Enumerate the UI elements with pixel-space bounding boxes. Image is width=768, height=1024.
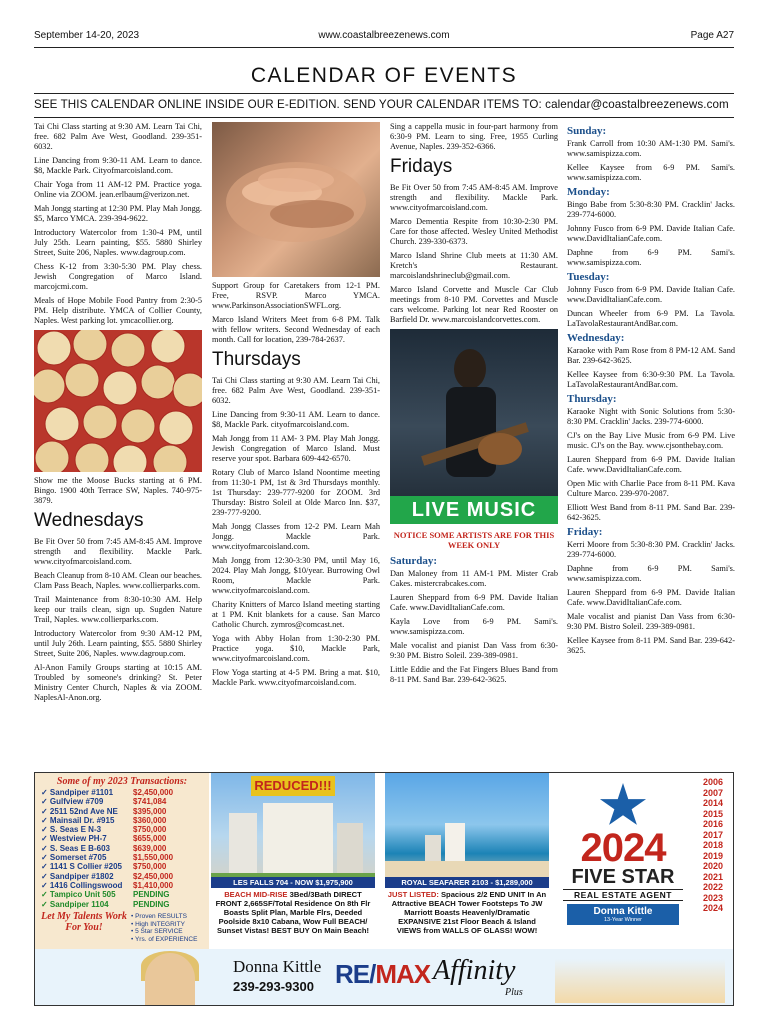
logo-text-right: MAX: [375, 959, 431, 989]
listing-card-1[interactable]: [211, 773, 375, 949]
bingo-ball: [73, 330, 107, 361]
award-year-item: 2022: [702, 882, 724, 892]
event-item: Dan Maloney from 11 AM-1 PM. Mister Crab Cakes. mistercrabcakes.com.: [390, 569, 558, 588]
event-list: [34, 122, 202, 326]
event-item: Introductory Watercolor from 1:30-4 PM, until July 25th. Learn painting, $55. 5880 Shirley Street, Suite 206, Naples. www.dagroup.com.: [34, 228, 202, 257]
transaction-address: ✓ 2511 52nd Ave NE: [41, 806, 118, 816]
event-item: Mah Jongg Classes from 12-2 PM. Learn Mah Jongg. Mackle Park. www.cityofmarcoisland.com.: [212, 522, 380, 551]
day-heading: Wednesday:: [567, 332, 625, 344]
award-year-item: 2015: [702, 808, 724, 819]
event-item: Mah Jongg starting at 12:30 PM. Play Mah Jongg. $5, Marco YMCA. 239-394-9622.: [34, 204, 202, 223]
transactions-heading: Some of my 2023 Transactions:: [56, 776, 188, 787]
listing-photo: [385, 773, 549, 888]
listing-card-2[interactable]: [385, 773, 549, 949]
agent-name: Donna Kittle: [233, 957, 322, 976]
listing-text: 3Bed/3Bath DIRECT FRONT 2,665SF/Total Residence On 8th Flr Boasts Split Plan, Marble Flrs, Deeded Poolside 8x10 Cabana, Wow Full BEACH/ Sunset Vistas! BEST BUY On Main Beach!: [215, 890, 371, 935]
event-item: Open Mic with Charlie Pace from 8-11 PM. Kava Culture Marco. 239-970-2087.: [567, 479, 735, 498]
transaction-price: $2,450,000: [133, 788, 174, 797]
bingo-photo: [34, 330, 202, 472]
column-4: [567, 122, 735, 660]
bingo-ball: [65, 363, 99, 397]
award-title: FIVE STAR: [571, 866, 675, 888]
award-year: 2024: [580, 826, 666, 870]
event-item: Yoga with Abby Holan from 1:30-2:30 PM. Practice yoga. $10, Mackle Park, www.cityofmarcoisland.com.: [212, 634, 380, 663]
event-item: Male vocalist and pianist Dan Vass from 6:30-9:30 PM. Bistro Soleil. 239-389-0981.: [567, 612, 735, 631]
bingo-ball: [159, 411, 193, 445]
column-1: [34, 122, 202, 707]
transaction-price: $655,000: [133, 834, 167, 844]
bingo-ball: [37, 331, 71, 365]
transaction-row: [41, 797, 203, 806]
listing-photo: [211, 773, 375, 888]
transaction-row: [41, 834, 203, 843]
event-item: Be Fit Over 50 from 7:45 AM-8:45 AM. Improve strength and flexibility. Mackle Park. www.cityofmarcoisland.com.: [390, 183, 558, 212]
event-item: Kellee Kaysee from 6:30-9:30 PM. La Tavola. LaTavolaRestaurantAndBar.com.: [567, 370, 735, 389]
event-item: Be Fit Over 50 from 7:45 AM-8:45 AM. Improve strength and flexibility. Mackle Park. www.cityofmarcoisland.com.: [34, 537, 202, 566]
transactions-panel: [35, 773, 209, 949]
transaction-address: ✓ Tampico Unit 505: [41, 890, 116, 900]
transaction-row: [41, 881, 203, 890]
transaction-row: [41, 872, 203, 881]
bingo-ball: [113, 445, 147, 472]
event-item: Johnny Fusco from 6-9 PM. Davide Italian Cafe. www.DavidItalianCafe.com.: [567, 285, 735, 304]
award-year-item: 2020: [702, 861, 724, 871]
bingo-ball: [75, 443, 109, 472]
bingo-ball: [83, 405, 117, 439]
event-item: Kayla Love from 6-9 PM. Sami's. www.samispizza.com.: [390, 617, 558, 636]
event-item: Meals of Hope Mobile Food Pantry from 2:30-5 PM. Help distribute. YMCA of Collier County, Naples. West parking lot. ymcacollier.org.: [34, 296, 202, 325]
listing-description: [385, 888, 549, 937]
event-item: Marco Island Writers Meet from 6-8 PM. Talk with fellow writers. Second Wednesday of each month. Call for location, 239-784-2637.: [212, 315, 380, 344]
event-item: Chess K-12 from 3:30-5:30 PM. Play chess. Jewish Congregation of Marco Island. marcojcmi.com.: [34, 262, 202, 291]
event-item: Tai Chi Class starting at 9:30 AM. Learn Tai Chi, free. 682 Palm Ave West, Goodland. 239-351-6032.: [34, 122, 202, 151]
quality-item: • High INTEGRITY: [131, 920, 185, 928]
event-item: Trail Maintenance from 8:30-10:30 AM. Help keep our trails clean, sign up. Sugden Nature Trail, Naples. www.collierparks.com.: [34, 595, 202, 624]
section-heading-fridays: Fridays: [390, 156, 453, 177]
award-year-item: 2007: [702, 787, 724, 798]
event-item: Marco Dementia Respite from 10:30-2:30 PM. Care for those affected. Wesley United Methodist Church. 239-330-6373.: [390, 217, 558, 246]
event-item: Flow Yoga starting at 4-5 PM. Bring a mat. $10, Mackle Park. www.cityofmarcoisland.com.: [212, 668, 380, 687]
event-item: Little Eddie and the Fat Fingers Blues Band from 8-11 PM. Sand Bar. 239-642-3625.: [390, 665, 558, 684]
stacked-hands-image: [212, 122, 380, 277]
page-header: [34, 30, 734, 44]
transaction-price: $395,000: [133, 806, 167, 816]
event-item: Support Group for Caretakers from 12-1 PM. Free, RSVP. Marco YMCA. www.ParkinsonAssociationSWFL.org.: [212, 281, 380, 310]
transaction-address: ✓ Westview PH-7: [41, 834, 107, 844]
transaction-address: ✓ Somerset #705: [41, 853, 107, 863]
talents-slogan: Let My Talents Work For You!: [41, 911, 127, 933]
transaction-address: ✓ 1141 S Collier #205: [41, 862, 122, 872]
event-item: Kerri Moore from 5:30-8:30 PM. Cracklin' Jacks. 239-774-6000.: [567, 540, 735, 559]
listing-caption: ROYAL SEAFARER 2103 - $1,289,000: [385, 877, 549, 888]
bingo-ball: [141, 365, 175, 399]
bingo-ball: [151, 330, 185, 363]
realtor-advertisement[interactable]: [34, 772, 734, 1006]
live-music-banner: LIVE MUSIC: [390, 496, 558, 524]
bingo-ball: [173, 373, 202, 407]
award-year-item: 2006: [702, 777, 724, 787]
beach-tower-image: [385, 773, 549, 888]
event-item: Kellee Kaysee from 8-11 PM. Sand Bar. 239-642-3625.: [567, 636, 735, 655]
event-item: Introductory Watercolor from 9:30 AM-12 PM, until July 26th. Learn painting, $55. 5880 Shirley Street, Suite 206, Naples. www.dagroup.com.: [34, 629, 202, 658]
listing-lead: BEACH MID-RISE: [224, 890, 288, 899]
bingo-ball: [153, 445, 187, 472]
five-star-award: [557, 773, 689, 949]
event-list: [212, 281, 380, 345]
transaction-row: [41, 788, 203, 797]
transaction-row: [41, 816, 203, 825]
award-year-item: 2021: [702, 871, 724, 882]
hands-photo: [212, 122, 380, 277]
event-item: Bingo Babe from 5:30-8:30 PM. Cracklin' Jacks. 239-774-6000.: [567, 200, 735, 219]
award-year-item: 2024: [702, 903, 724, 913]
transaction-row: [41, 890, 203, 899]
transaction-price: $750,000: [133, 825, 167, 835]
event-item: Daphne from 6-9 PM. Sami's. www.samispizza.com.: [567, 564, 735, 583]
event-item: Karaoke Night with Sonic Solutions from 5:30-8:30 PM. Cracklin' Jacks. 239-774-6000.: [567, 407, 735, 426]
transaction-address: ✓ Mainsail Dr. #915: [41, 815, 115, 825]
issue-date: September 14-20, 2023: [34, 30, 140, 41]
site-url[interactable]: www.coastalbreezenews.com: [318, 30, 450, 41]
transaction-address: ✓ Gulfview #709: [41, 797, 104, 807]
bingo-ball: [103, 371, 137, 405]
transaction-price: $1,550,000: [133, 853, 174, 863]
event-item: Marco Island Shrine Club meets at 11:30 AM. Kretch's Restaurant. marcoislandshrineclub@gmail.com.: [390, 251, 558, 280]
event-list: [390, 183, 558, 325]
event-list: [390, 122, 558, 152]
award-year-item: 2023: [702, 892, 724, 903]
subtitle-rule: [34, 117, 734, 118]
award-note: 13-Year Winner: [603, 917, 642, 923]
event-item: Daphne from 6-9 PM. Sami's. www.samispizza.com.: [567, 248, 735, 267]
listing-caption: LES FALLS 704 - NOW $1,975,900: [211, 877, 375, 888]
photo-caption: Show me the Moose Bucks starting at 6 PM. Bingo. 1900 40th Terrace SW, Naples. 740-975-3879.: [34, 476, 202, 505]
event-item: Lauren Sheppard from 6-9 PM. Davide Italian Cafe. www.DavidItalianCafe.com.: [567, 455, 735, 474]
remax-logo: [335, 959, 430, 990]
award-year-item: 2018: [702, 840, 724, 850]
transaction-row: [41, 853, 203, 862]
award-subtitle: REAL ESTATE AGENT: [563, 889, 683, 901]
avatar: [145, 953, 195, 1005]
bingo-ball: [121, 409, 155, 443]
event-list: [390, 569, 558, 685]
event-item: Charity Knitters of Marco Island meeting starting at 1 PM. Knit blankets for a cause. San Marco Catholic Church. zymros@comcast.net.: [212, 600, 380, 629]
listing-text: Spacious 2/2 END UNIT In An Attractive BEACH Tower Footsteps To JW Marriott Boasts Heavenly/Dramatic EXPANSIVE 21st Floor Beach & Island VIEWS from WALLS OF GLASS! WOW!: [391, 890, 547, 935]
header-rule: [34, 47, 734, 48]
event-item: Kellee Kaysee from 6-9 PM. Sami's. www.samispizza.com.: [567, 163, 735, 182]
qualities-list: [131, 913, 197, 943]
transaction-row: [41, 900, 203, 909]
transaction-price: $2,450,000: [133, 871, 174, 881]
event-item: Al-Anon Family Groups starting at 10:15 AM. Troubled by someone's drinking? St. Peter Ministry Center Church, Naples & via ZOOM. NaplesAl-Anon.org.: [34, 663, 202, 702]
award-year-item: 2017: [702, 829, 724, 840]
quality-item: • Yrs. of EXPERIENCE: [131, 935, 198, 943]
artists-notice: NOTICE SOME ARTISTS ARE FOR THIS WEEK ONLY: [393, 530, 555, 550]
bingo-ball: [111, 333, 145, 367]
listing-lead: JUST LISTED:: [387, 890, 439, 899]
quality-item: • Proven RESULTS: [131, 913, 187, 920]
bingo-ball: [34, 369, 65, 403]
event-list: [212, 376, 380, 688]
award-year-item: 2019: [702, 850, 724, 861]
day-heading: Tuesday:: [567, 271, 610, 283]
transaction-address: ✓ Sandpiper 1104: [41, 899, 109, 909]
agent-bar: [35, 949, 734, 1006]
transaction-row: [41, 807, 203, 816]
event-item: Lauren Sheppard from 6-9 PM. Davide Italian Cafe. www.DavidItalianCafe.com.: [390, 593, 558, 612]
reduced-badge: REDUCED!!!: [251, 776, 335, 796]
award-years-list: [691, 777, 734, 914]
event-item: Elliott West Band from 8-11 PM. Sand Bar. 239-642-3625.: [567, 503, 735, 522]
logo-text-left: RE/: [335, 959, 376, 989]
day-heading: Sunday:: [567, 125, 607, 137]
live-music-schedule: [567, 126, 735, 656]
transaction-address: ✓ 1416 Collingswood: [41, 880, 123, 890]
event-item: Sing a cappella music in four-part harmony from 6:30-9 PM. Learn to sing. Free, 1955 Curling Avenue, Naples. 239-352-6366.: [390, 122, 558, 151]
award-year-item: 2014: [702, 798, 724, 808]
bingo-balls-image: [34, 330, 202, 472]
award-name: Donna Kittle: [593, 906, 653, 917]
transaction-address: ✓ Sandpiper #1101: [41, 788, 114, 797]
event-item: CJ's on the Bay Live Music from 6-9 PM. Live music. CJ's on the Bay. www.cjsonthebay.com.: [567, 431, 735, 450]
event-item: Duncan Wheeler from 6-9 PM. La Tavola. LaTavolaRestaurantAndBar.com.: [567, 309, 735, 328]
agent-phone[interactable]: 239-293-9300: [233, 979, 314, 994]
transaction-address: ✓ S. Seas E N-3: [41, 825, 102, 835]
event-item: Line Dancing from 9:30-11 AM. Learn to dance. $8, Mackle Park. cityofmarcoisland.com.: [212, 410, 380, 429]
transaction-price: $750,000: [133, 862, 167, 872]
event-item: Beach Cleanup from 8-10 AM. Clean our beaches. Clam Pass Beach, Naples. www.collierparks.com.: [34, 571, 202, 590]
page-subtitle: SEE THIS CALENDAR ONLINE INSIDE OUR E-EDITION. SEND YOUR CALENDAR ITEMS TO: calendar@coastalbreezenews.com: [34, 98, 729, 111]
transaction-address: ✓ S. Seas E B-603: [41, 843, 110, 853]
transaction-price: $360,000: [133, 815, 167, 825]
award-name-box: [567, 904, 679, 925]
transaction-row: [41, 844, 203, 853]
affinity-plus: Plus: [505, 987, 523, 998]
seashell-decoration: [555, 959, 725, 1003]
page-number: Page A27: [690, 30, 734, 41]
transaction-price: $639,000: [133, 843, 167, 853]
event-item: Lauren Sheppard from 6-9 PM. Davide Italian Cafe. www.DavidItalianCafe.com.: [567, 588, 735, 607]
bingo-ball: [35, 441, 69, 472]
transaction-price: PENDING: [133, 890, 170, 900]
event-item: Chair Yoga from 11 AM-12 PM. Practice yoga. Online via ZOOM. jean.erlbaum@verizon.net.: [34, 180, 202, 199]
column-3: [390, 122, 558, 689]
star-icon: [599, 783, 647, 829]
title-rule: [34, 93, 734, 94]
transaction-price: $741,084: [133, 797, 167, 807]
page-title: CALENDAR OF EVENTS: [250, 64, 518, 87]
transaction-row: [41, 825, 203, 834]
event-item: Rotary Club of Marco Island Noontime meeting from 11:30-1 PM, 1st & 3rd Thursdays monthly. 1st Thursday: 239-777-9200 for ZOOM. 3rd Thursday: Bistro Soleil at Olde Marco Inn. $37, 239-777-9200.: [212, 468, 380, 517]
column-2: [212, 122, 380, 692]
transaction-price: PENDING: [133, 899, 170, 909]
transactions-list: [41, 788, 203, 909]
event-item: Mah Jongg from 12:30-3:30 PM, until May 16, 2024. Play Mah Jongg, $10/year. Burrowing Owl Room, Mackle Park. www.cityofmarcoisland.com.: [212, 556, 380, 595]
day-heading: Friday:: [567, 526, 603, 538]
guitarist-photo: [390, 329, 558, 524]
event-item: Frank Carroll from 10:30 AM-1:30 PM. Sami's. www.samispizza.com.: [567, 139, 735, 158]
event-item: Male vocalist and pianist Dan Vass from 6:30-9:30 PM. Bistro Soleil. 239-389-0981.: [390, 641, 558, 660]
section-heading-wednesdays: Wednesdays: [34, 510, 144, 531]
affinity-logo: Affinity: [433, 955, 516, 986]
event-item: Mah Jongg from 11 AM- 3 PM. Play Mah Jongg. Jewish Congregation of Marco Island. Must reserve your spot. Barbara 609-442-6570.: [212, 434, 380, 463]
event-item: Johnny Fusco from 6-9 PM. Davide Italian Cafe. www.DavidItalianCafe.com.: [567, 224, 735, 243]
transaction-row: [41, 862, 203, 871]
event-item: Tai Chi Class starting at 9:30 AM. Learn Tai Chi, free. 682 Palm Ave West, Goodland. 239-351-6032.: [212, 376, 380, 405]
transaction-address: ✓ Sandpiper #1802: [41, 871, 114, 881]
transaction-price: $1,410,000: [133, 880, 174, 890]
day-heading: Thursday:: [567, 393, 617, 405]
bingo-ball: [45, 407, 79, 441]
event-item: Marco Island Corvette and Muscle Car Club meetings from 8-10 PM. Corvettes and Muscle cars welcome. Parking lot near Red Rooster on Barfield Dr. www.marcoislandcorvettes.com.: [390, 285, 558, 324]
event-list: [34, 537, 202, 703]
guitarist-image: [390, 329, 558, 524]
section-heading-thursdays: Thursdays: [212, 349, 301, 370]
day-heading-saturday: Saturday:: [390, 555, 438, 567]
day-heading: Monday:: [567, 186, 610, 198]
event-item: Line Dancing from 9:30-11 AM. Learn to dance. $8, Mackle Park. Cityofmarcoisland.com.: [34, 156, 202, 175]
award-year-item: 2016: [702, 819, 724, 829]
quality-item: • 5 Star SERVICE: [131, 928, 183, 935]
event-item: Karaoke with Pam Rose from 8 PM-12 AM. Sand Bar. 239-642-3625.: [567, 346, 735, 365]
listing-description: [211, 888, 375, 937]
